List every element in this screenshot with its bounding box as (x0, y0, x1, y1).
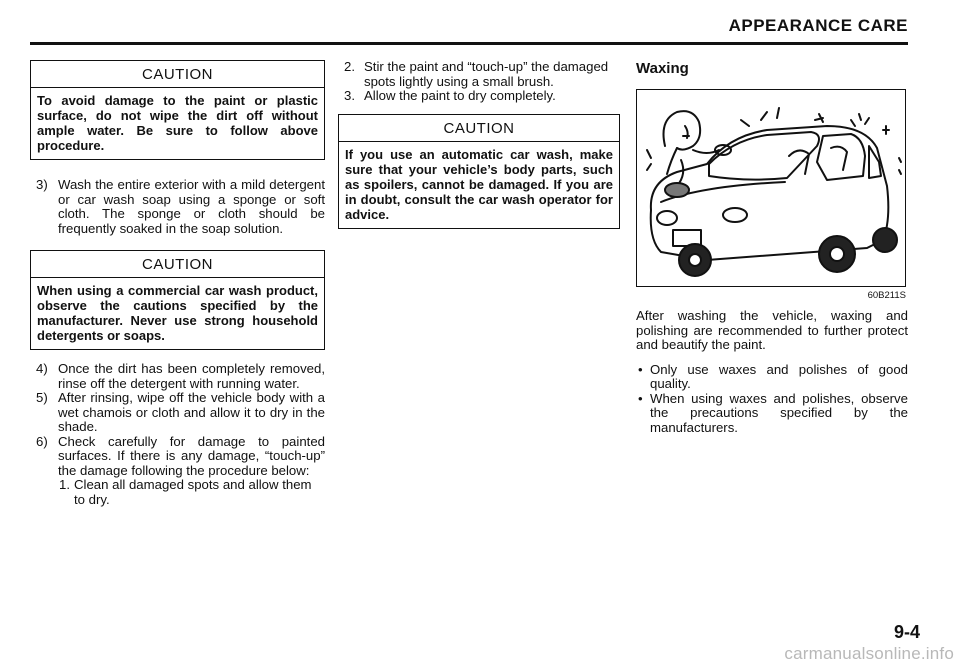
touch-up-step-2 (338, 60, 620, 89)
section-title-waxing: Waxing (636, 60, 689, 77)
caution-heading: CAUTION (339, 115, 619, 142)
list-item (636, 392, 908, 436)
column-middle (338, 60, 620, 229)
step-4 (30, 362, 325, 391)
bullet-dot: • (638, 361, 643, 377)
step-number: 1. (59, 477, 70, 492)
touch-up-step-3 (338, 89, 620, 104)
step-5 (30, 391, 325, 435)
figure-code: 60B211S (867, 290, 906, 301)
header-rule (30, 42, 908, 45)
caution-box-paint (30, 60, 325, 160)
step-text: Once the dirt has been completely removed, rinse off the detergent with running water. (58, 361, 325, 391)
step-text: After rinsing, wipe off the vehicle body with a wet chamois or cloth and allow it to dry in the shade. (58, 390, 325, 434)
step-number: 6) (36, 433, 48, 449)
caution-text: If you use an automatic car wash, make sure that your vehicle’s body parts, such as spoilers, cannot be damaged. If you are in doubt, consult the car wash operator for advice. (345, 146, 613, 222)
step-text: Allow the paint to dry completely. (364, 88, 556, 103)
bullet-text: When using waxes and polishes, observe the precautions specified by the manufacturers. (650, 390, 908, 435)
list-item (636, 363, 908, 392)
caution-box-car-wash-product (30, 250, 325, 350)
section-header-title: APPEARANCE CARE (728, 16, 908, 35)
step-3 (30, 178, 325, 236)
step-number: 5) (36, 390, 48, 405)
bullet-text: Only use waxes and polishes of good quality. (650, 361, 908, 391)
column-left (30, 60, 325, 507)
page-number: 9-4 (893, 622, 920, 642)
caution-heading: CAUTION (31, 251, 324, 278)
waxing-intro: After washing the vehicle, waxing and polishing are recommended to further protect and beautify the paint. (636, 308, 908, 352)
step-number: 3. (344, 88, 355, 103)
step-number: 4) (36, 361, 48, 376)
car-waxing-drawing (637, 90, 905, 286)
waxing-illustration (636, 89, 906, 287)
watermark: carmanualsonline.info (784, 644, 954, 663)
step-text: Check carefully for damage to painted surfaces. If there is any damage, “touch-up” the damage following the procedure below: (58, 433, 325, 478)
step-number: 3) (36, 177, 48, 192)
touch-up-step-1 (30, 478, 325, 507)
caution-box-automatic-car-wash (338, 114, 620, 229)
step-text: Clean all damaged spots and allow them to dry. (74, 477, 312, 507)
step-6 (30, 435, 325, 479)
step-text: Wash the entire exterior with a mild detergent or car wash soap using a sponge or soft cloth. The sponge or cloth should be frequently soaked in the soap solution. (58, 177, 325, 236)
caution-heading: CAUTION (31, 61, 324, 88)
caution-text: When using a commercial car wash product, observe the cautions specified by the manufacturer. Never use strong household detergents or soaps. (37, 283, 318, 343)
caution-text: To avoid damage to the paint or plastic surface, do not wipe the dirt off without ample water. Be sure to follow above procedure. (37, 93, 318, 153)
column-right (636, 60, 908, 435)
step-text: Stir the paint and “touch-up” the damaged spots lightly using a small brush. (364, 59, 609, 89)
waxing-bullet-list (636, 363, 908, 436)
bullet-dot: • (638, 390, 643, 406)
step-number: 2. (344, 59, 355, 74)
